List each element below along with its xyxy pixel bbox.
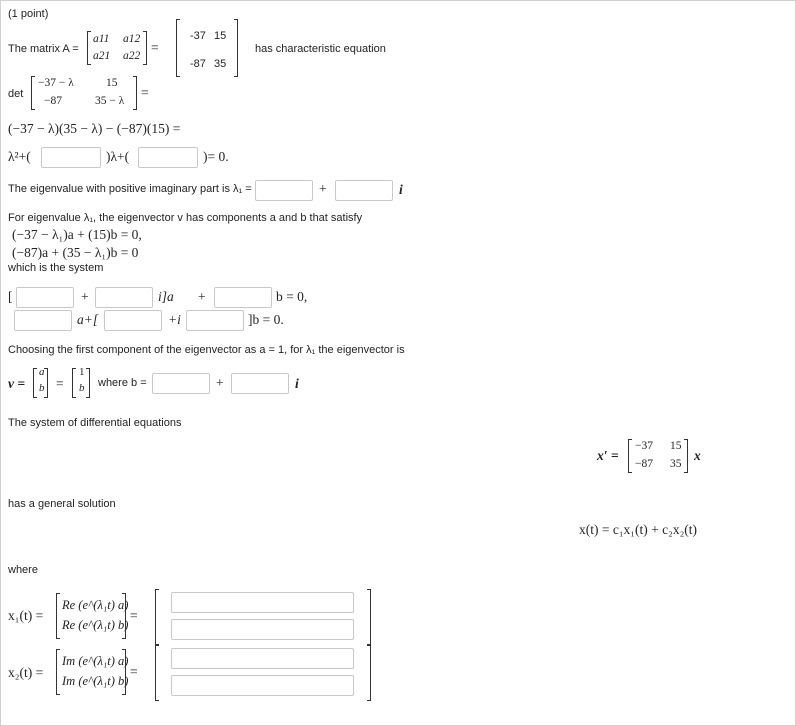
value-matrix-right-bracket (234, 19, 238, 77)
a12-label: a12 (123, 33, 141, 45)
eigenvalue-text: The eigenvalue with positive imaginary part is λ₁ = (8, 183, 252, 195)
vector-plus: + (216, 375, 224, 390)
eigvec-which: which is the system (8, 262, 104, 274)
vector-1b-left-bracket (72, 368, 76, 398)
system-r2-plus-i: +i (168, 312, 181, 327)
system-r1-real-input[interactable] (16, 287, 74, 308)
x1-answer-right-bracket (367, 589, 371, 645)
system-r2-b: ]b = 0. (248, 312, 284, 327)
vector-equals: = (56, 376, 64, 391)
system-r1-b-input[interactable] (214, 287, 272, 308)
value-m12: 15 (214, 30, 227, 42)
vector-b-imag-input[interactable] (231, 373, 289, 394)
system-r1-plus2: + (198, 289, 206, 304)
det-label: det (8, 88, 24, 100)
xprime-m22: 35 (670, 458, 682, 470)
matrix-a-right-bracket (143, 31, 147, 65)
eigenvalue-i: i (399, 182, 403, 197)
det-equals: = (141, 85, 149, 100)
system-r2-real-input[interactable] (104, 310, 162, 331)
matrix-equals: = (151, 40, 159, 55)
det-right-bracket (133, 76, 137, 110)
xprime-m12: 15 (670, 440, 682, 452)
det-m21: −87 (44, 95, 62, 107)
xprime-right-bracket (684, 439, 688, 473)
xprime-m21: −87 (635, 458, 653, 470)
xprime-rhs: x (694, 448, 701, 463)
value-m11: -37 (190, 30, 206, 42)
eigvec-intro-text: For eigenvalue λ₁, the eigenvector v has components a and b that satisfy (8, 212, 363, 224)
system-r1-ia: i]a (158, 289, 174, 304)
choosing-text: Choosing the first component of the eigenvector as a = 1, for λ₁ the eigenvector is (8, 344, 405, 356)
vector-b: b (39, 382, 45, 394)
system-r1-b: b = 0, (276, 289, 308, 304)
x1-answer-left-bracket (155, 589, 159, 645)
x1-top: Re (e^(λ₁t) a) (62, 598, 129, 612)
x2-right-bracket (122, 649, 126, 695)
vector-1b-right-bracket (86, 368, 90, 398)
x1-eq: = (130, 608, 138, 623)
vector-v-label: v = (8, 376, 26, 391)
system-r2-imag-input[interactable] (186, 310, 244, 331)
vector-one: 1 (79, 366, 85, 378)
x2-answer-left-bracket (155, 645, 159, 701)
general-label: has a general solution (8, 498, 116, 510)
eigenvalue-real-input[interactable] (255, 180, 313, 201)
xprime-m11: −37 (635, 440, 653, 452)
x2-lhs: x₂(t) = (8, 665, 44, 680)
system-r1-imag-input[interactable] (95, 287, 153, 308)
a22-label: a22 (123, 50, 141, 62)
x2-left-bracket (56, 649, 60, 695)
general-eq: x(t) = c₁x₁(t) + c₂x₂(t) (579, 522, 698, 537)
vector-b-real-input[interactable] (152, 373, 210, 394)
matrix-suffix: has characteristic equation (255, 43, 386, 55)
x2-top: Im (e^(λ₁t) a) (62, 654, 129, 668)
x1-lhs: x₁(t) = (8, 608, 44, 623)
x1-left-bracket (56, 593, 60, 639)
poly-tail: )= 0. (203, 149, 229, 164)
x2-answer-right-bracket (367, 645, 371, 701)
x2-top-input[interactable] (171, 648, 354, 669)
expansion-text: (−37 − λ)(35 − λ) − (−87)(15) = (8, 121, 181, 136)
x2-bot-input[interactable] (171, 675, 354, 696)
poly-coef-lambda-input[interactable] (41, 147, 101, 168)
system-r1-open: [ (8, 289, 13, 304)
xprime-left-bracket (628, 439, 632, 473)
x1-bot: Re (e^(λ₁t) b) (62, 618, 129, 632)
x1-top-input[interactable] (171, 592, 354, 613)
poly-mid: )λ+( (106, 149, 130, 164)
poly-const-input[interactable] (138, 147, 198, 168)
eigenvalue-plus: + (319, 181, 327, 196)
det-left-bracket (31, 76, 35, 110)
matrix-prefix: The matrix A = (8, 43, 79, 55)
det-m12: 15 (106, 77, 118, 89)
points-label: (1 point) (8, 8, 49, 20)
eigenvalue-imag-input[interactable] (335, 180, 393, 201)
x1-right-bracket (122, 593, 126, 639)
xprime-lhs: x′ = (597, 448, 619, 463)
det-m22: 35 − λ (95, 95, 125, 107)
vector-ab-left-bracket (33, 368, 37, 398)
eigvec-eq2: (−87)a + (35 − λ₁)b = 0 (12, 245, 139, 260)
where-label: where (8, 564, 38, 576)
matrix-a-left-bracket (87, 31, 91, 65)
system-label: The system of differential equations (8, 417, 182, 429)
x2-eq: = (130, 664, 138, 679)
vector-i: i (295, 376, 299, 391)
a11-label: a11 (93, 33, 110, 45)
vector-b2: b (79, 382, 85, 394)
system-r2-a-input[interactable] (14, 310, 72, 331)
value-matrix-left-bracket (176, 19, 180, 77)
vector-ab-right-bracket (44, 368, 48, 398)
eigvec-eq1: (−37 − λ₁)a + (15)b = 0, (12, 227, 142, 242)
system-r1-plus1: + (81, 289, 89, 304)
system-r2-a: a+[ (77, 312, 99, 327)
x1-bot-input[interactable] (171, 619, 354, 640)
vector-a: a (39, 366, 45, 378)
a21-label: a21 (93, 50, 111, 62)
value-m22: 35 (214, 58, 227, 70)
vector-where-b: where b = (98, 377, 147, 389)
value-m21: -87 (190, 58, 206, 70)
det-m11: −37 − λ (38, 77, 74, 89)
x2-bot: Im (e^(λ₁t) b) (62, 674, 129, 688)
poly-lead: λ²+( (8, 149, 31, 164)
